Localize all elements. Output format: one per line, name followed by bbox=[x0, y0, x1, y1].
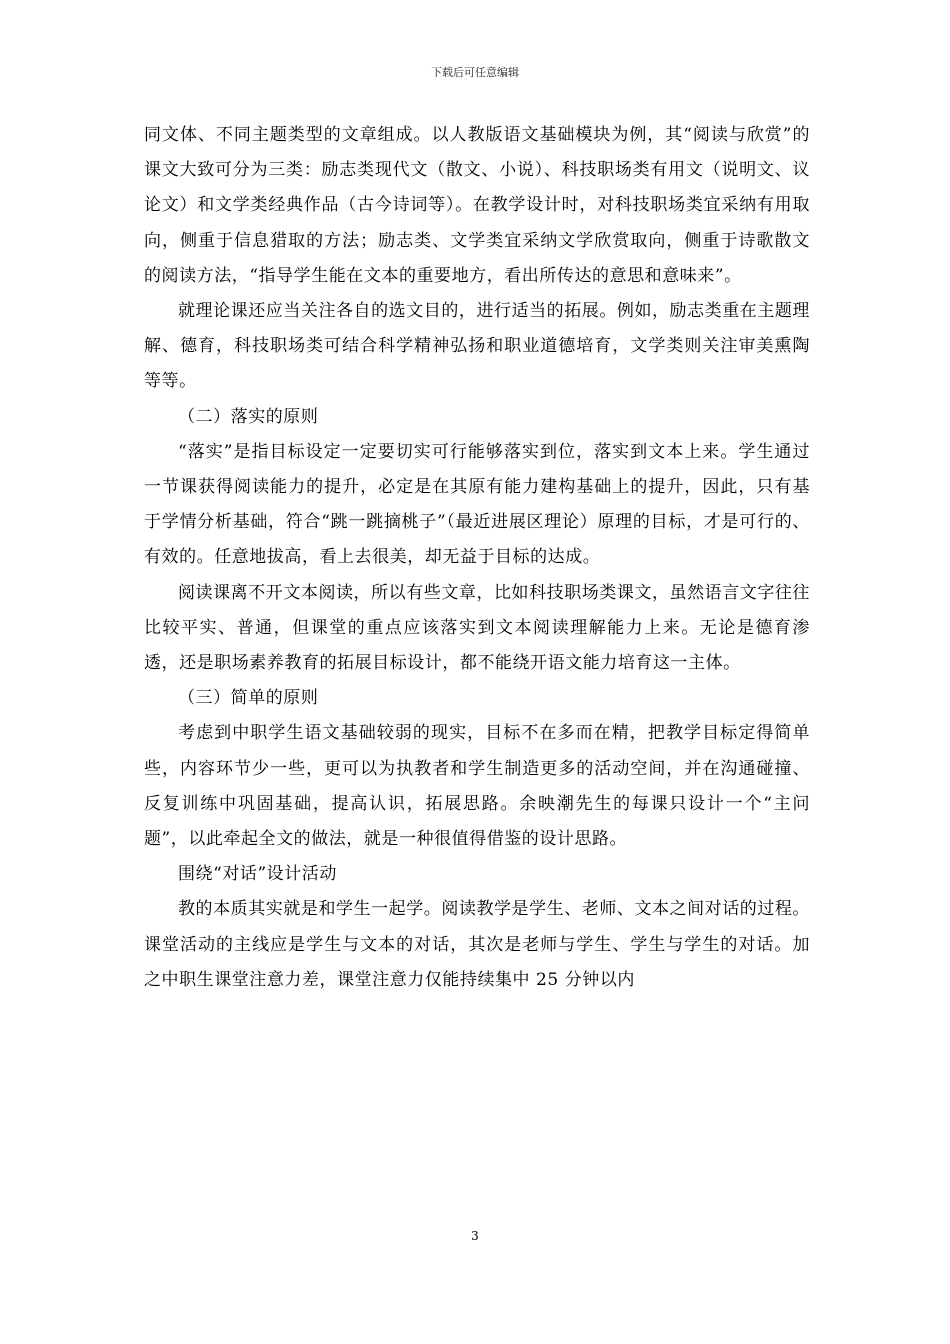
paragraph-dialogue: 教的本质其实就是和学生一起学。阅读教学是学生、老师、文本之间对话的过程。课堂活动的主线应是学生与文本的对话，其次是老师与学生、学生与学生的对话。加之中职生课堂注意力差，课堂注意力仅能持续集中 25 分钟以内 bbox=[144, 899, 810, 990]
section-heading-implementation: （二）落实的原则 bbox=[178, 406, 319, 427]
paragraph-simplicity-principle: 考虑到中职学生语文基础较弱的现实，目标不在多而在精，把教学目标定得简单些，内容环节少一些，更可以为执教者和学生制造更多的活动空间，并在沟通碰撞、反复训练中巩固基础，提高认识，拓展思路。余映潮先生的每课只设计一个“主问题”，以此牵起全文的做法，就是一种很值得借鉴的设计思路。 bbox=[144, 723, 810, 850]
paragraph-extension: 就理论课还应当关注各自的选文目的，进行适当的拓展。例如，励志类重在主题理解、德育，科技职场类可结合科学精神弘扬和职业道德培育，文学类则关注审美熏陶等等。 bbox=[144, 301, 810, 392]
document-body bbox=[144, 118, 810, 998]
paragraph-text-types: 同文体、不同主题类型的文章组成。以人教版语文基础模块为例，其“阅读与欣赏”的课文大致可分为三类：励志类现代文（散文、小说）、科技职场类有用文（说明文、议论文）和文学类经典作品（古今诗词等）。在教学设计时，对科技职场类宜采纳有用取向，侧重于信息猎取的方法；励志类、文学类宜采纳文学欣赏取向，侧重于诗歌散文的阅读方法，“指导学生能在文本的重要地方，看出所传达的意思和意味来”。 bbox=[144, 125, 810, 286]
page-header: 下载后可任意编辑 bbox=[431, 66, 519, 79]
section-heading-dialogue: 围绕“对话”设计活动 bbox=[178, 864, 337, 885]
paragraph-reading-course: 阅读课离不开文本阅读，所以有些文章，比如科技职场类课文，虽然语言文字往往比较平实、普通，但课堂的重点应该落实到文本阅读理解能力上来。无论是德育渗透，还是职场素养教育的拓展目标设计，都不能绕开语文能力培育这一主体。 bbox=[144, 582, 810, 674]
page-number: 3 bbox=[471, 1229, 479, 1243]
section-heading-simplicity: （三）简单的原则 bbox=[178, 688, 319, 709]
paragraph-implementation-principle: “落实”是指目标设定一定要切实可行能够落实到位，落实到文本上来。学生通过一节课获得阅读能力的提升，必定是在其原有能力建构基础上的提升，因此，只有基于学情分析基础，符合“跳一跳摘桃子”（最近进展区理论）原理的目标，才是可行的、有效的。任意地拔高，看上去很美，却无益于目标的达成。 bbox=[144, 441, 810, 568]
